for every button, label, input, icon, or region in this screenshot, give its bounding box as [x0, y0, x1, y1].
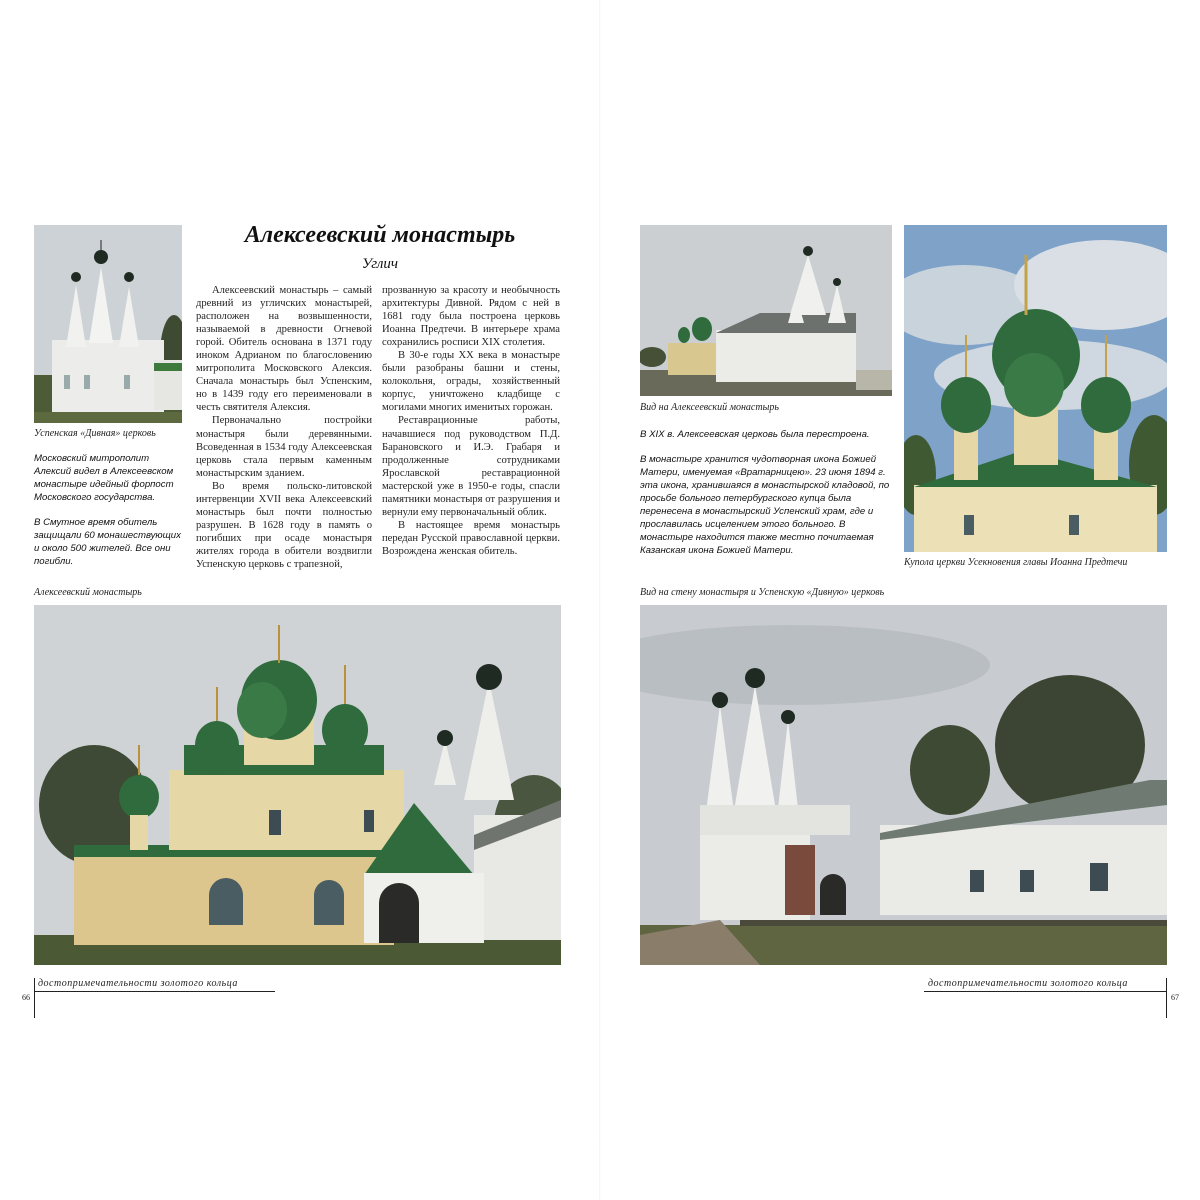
right-big-photo-caption: Вид на стену монастыря и Успенскую «Дивную» церковь	[640, 587, 885, 598]
footer-rule-left	[34, 991, 275, 992]
big-photo-caption: Алексеевский монастырь	[34, 587, 142, 598]
paragraph: Первоначально постройки монастыря были деревянными. Всоведенная в 1534 году Алексеевская церковь стала первым каменным монастырским зданием.	[196, 415, 372, 479]
page-number-left: 66	[22, 993, 30, 1002]
footer-title-left: достопримечательности золотого кольца	[38, 978, 238, 989]
photo-wall-and-church	[640, 605, 1167, 965]
photo-view-monastery	[640, 225, 892, 396]
right-note-1: В XIX в. Алексеевская церковь была перестроена.	[640, 429, 870, 440]
side-note-1: Московский митрополит Алексий видел в Алексеевском монастыре идейный форпост Московского государства.	[34, 453, 174, 503]
side-notes	[34, 452, 182, 580]
paragraph: Алексеевский монастырь – самый древний из угличских монастырей, расположен на возвышенности, называемой в древности Огневой горой. Обитель основана в 1371 году иноком Адрианом по благословению митрополита Московского Алексия. Сначала монастырь был Успенским, но в 1439 году его переименовали в честь святителя Алексия.	[196, 285, 372, 414]
paragraph: Реставрационные работы, начавшиеся под руководством П.Д. Барановского и И.Э. Грабаря и продолженные сотрудниками Ярославской реставрационной мастерской уже в 1950-е годы, спасли памятники монастыря от разрушения и вернули ему первоначальный облик.	[382, 415, 560, 518]
book-spine	[599, 0, 601, 1200]
photo-domes	[904, 225, 1167, 552]
paragraph: Во время польско-литовской интервенции XVII века Алексеевский монастырь был почти полностью разрушен. В 1628 году в память о погибших при осаде монастыря жителях города в обители воздвигли Успенскую церковь с трапезной,	[196, 480, 372, 570]
page-number-right: 67	[1171, 993, 1179, 1002]
right-notes	[640, 428, 895, 569]
paragraph: В 30-е годы XX века в монастыре были разобраны башни и стены, колокольня, ограды, хозяйственный корпус, уничтожено кладбище с могилами многих именитых горожан.	[382, 350, 560, 414]
page-subtitle: Углич	[361, 256, 399, 272]
footer-rule-right	[924, 991, 1167, 992]
paragraph: прозванную за красоту и необычность архитектуры Дивной. Рядом с ней в 1681 году была построена церковь Иоанна Предтечи. В интерьере храма сохранились росписи XIX столетия.	[382, 285, 560, 349]
paragraph: В настоящее время монастырь передан Русской православной церкви. Возрождена женская обитель.	[382, 519, 560, 557]
right-photo2-caption: Купола церкви Усекновения главы Иоанна Предтечи	[904, 557, 1128, 568]
photo-alekseevsky-monastery	[34, 605, 561, 965]
footer-vrule-left	[34, 978, 35, 1018]
right-note-2: В монастыре хранится чудотворная икона Божией Матери, именуемая «Вратарницею». 23 июня 1894 г. эта икона, хранившаяся в монастырской кладовой, по просьбе больного петербургского купца была перенесена в монастырский Успенский храм, где и прославилась исцелением этого больного. В монастыре находится также местно почитаемая Казанская икона Божией Матери.	[640, 454, 890, 556]
footer-title-right: достопримечательности золотого кольца	[928, 978, 1128, 989]
photo1-caption: Успенская «Дивная» церковь	[34, 428, 156, 439]
side-note-2: В Смутное время обитель защищали 60 монашествующих и около 500 жителей. Все они погибли.	[34, 517, 181, 567]
text-column-1	[196, 284, 372, 571]
page-title: Алексеевский монастырь	[244, 222, 516, 248]
footer-vrule-right	[1166, 978, 1167, 1018]
right-photo1-caption: Вид на Алексеевский монастырь	[640, 402, 779, 413]
photo-uspenskaya-church	[34, 225, 182, 423]
text-column-2	[382, 284, 560, 558]
